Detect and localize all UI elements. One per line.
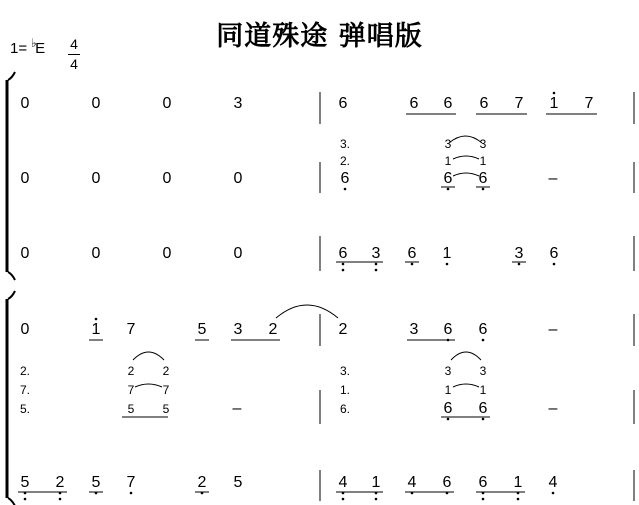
- note: 6: [340, 170, 350, 187]
- octave-dot-up: [95, 318, 98, 321]
- note: 2: [338, 321, 348, 338]
- octave-dot-down: [411, 263, 414, 266]
- octave-dot-down: [482, 188, 485, 191]
- note: 3: [514, 245, 524, 262]
- chord-note: 7: [127, 383, 135, 397]
- note: 5: [20, 474, 30, 491]
- chord-note: 3: [479, 137, 487, 151]
- chord-note: 2.: [19, 364, 31, 378]
- bracket-hook-bottom: [8, 272, 15, 280]
- key-name: E: [35, 40, 46, 57]
- octave-dot-down: [552, 492, 555, 495]
- note: 0: [20, 245, 30, 262]
- tie-slur: [449, 136, 482, 143]
- note: 0: [20, 170, 30, 187]
- note: 0: [20, 321, 30, 338]
- note: 0: [162, 95, 172, 112]
- note: 2: [55, 474, 65, 491]
- octave-dot-down: [482, 498, 485, 501]
- tie-slur: [453, 384, 479, 387]
- note: –: [548, 321, 558, 338]
- chord-note: 5.: [19, 402, 31, 416]
- octave-dot-down: [518, 263, 521, 266]
- tie-slur: [453, 173, 479, 176]
- chord-note: 6.: [339, 402, 351, 416]
- chord-note: 3: [444, 364, 452, 378]
- octave-dot-down: [130, 492, 133, 495]
- octave-dot-down: [375, 269, 378, 272]
- octave-dot-down: [59, 498, 62, 501]
- note: –: [548, 400, 558, 417]
- octave-dot-down: [447, 188, 450, 191]
- chord-note: 2: [162, 364, 170, 378]
- note: 4: [548, 474, 558, 491]
- chord-note: 3: [444, 137, 452, 151]
- note: 6: [409, 95, 419, 112]
- chord-note: 1: [444, 154, 452, 168]
- note: 6: [338, 245, 348, 262]
- octave-dot-down: [342, 263, 345, 266]
- note: 0: [162, 245, 172, 262]
- tie-slur: [451, 352, 481, 360]
- note: 5: [197, 321, 207, 338]
- note: 6: [443, 321, 453, 338]
- note: 6: [338, 95, 348, 112]
- note: 0: [91, 95, 101, 112]
- time-signature-bottom: 4: [70, 56, 78, 72]
- flat-sign: ♭: [31, 36, 37, 50]
- note: 3: [233, 321, 243, 338]
- bracket-hook-top: [8, 72, 15, 80]
- note: 3: [233, 95, 243, 112]
- note: 3: [371, 245, 381, 262]
- chord-note: 5: [162, 402, 170, 416]
- tie-slur: [276, 305, 338, 318]
- chord-note: 3: [479, 364, 487, 378]
- note: 6: [479, 95, 489, 112]
- octave-dot-down: [24, 498, 27, 501]
- chord-note: 3.: [339, 137, 351, 151]
- note: 1: [513, 474, 523, 491]
- chord-note: 7: [162, 383, 170, 397]
- tie-slur: [135, 384, 162, 387]
- chord-note: 2: [127, 364, 135, 378]
- bracket-hook-top: [8, 291, 15, 299]
- note: 6: [407, 245, 417, 262]
- chord-note: 5: [127, 402, 135, 416]
- note: 6: [442, 474, 452, 491]
- note: 0: [233, 170, 243, 187]
- note: 5: [91, 474, 101, 491]
- octave-dot-down: [553, 263, 556, 266]
- note: 1: [442, 245, 452, 262]
- note: 4: [338, 474, 348, 491]
- note: 6: [443, 95, 453, 112]
- note: 1: [549, 95, 559, 112]
- chord-note: 2.: [339, 154, 351, 168]
- chord-note: 1: [479, 154, 487, 168]
- note: 1: [371, 474, 381, 491]
- note: –: [548, 170, 558, 187]
- octave-dot-down: [482, 339, 485, 342]
- note: 6: [443, 170, 453, 187]
- tie-slur: [453, 156, 479, 159]
- note: 6: [478, 400, 488, 417]
- note: 0: [233, 245, 243, 262]
- note: 1: [91, 321, 101, 338]
- chord-note: 1.: [339, 383, 351, 397]
- note: 6: [478, 321, 488, 338]
- time-signature-top: 4: [70, 36, 78, 52]
- chord-note: 3.: [339, 364, 351, 378]
- note: 0: [20, 95, 30, 112]
- note: 0: [162, 170, 172, 187]
- chord-note: 1: [479, 383, 487, 397]
- note: 0: [91, 170, 101, 187]
- note: 0: [91, 245, 101, 262]
- tie-slur: [133, 352, 164, 360]
- note: 6: [443, 400, 453, 417]
- octave-dot-down: [375, 498, 378, 501]
- octave-dot-down: [517, 498, 520, 501]
- note: 7: [126, 474, 136, 491]
- octave-dot-down: [342, 498, 345, 501]
- note: 7: [584, 95, 594, 112]
- octave-dot-down: [342, 269, 345, 272]
- key-prefix: 1=: [10, 40, 28, 57]
- note: 7: [514, 95, 524, 112]
- note: 4: [407, 474, 417, 491]
- chord-note: 7.: [19, 383, 31, 397]
- octave-dot-down: [482, 418, 485, 421]
- note: 3: [409, 321, 419, 338]
- bracket-hook-bottom: [8, 498, 15, 505]
- note: 2: [268, 321, 278, 338]
- note: 6: [478, 474, 488, 491]
- chord-note: 1: [444, 383, 452, 397]
- note: –: [232, 400, 242, 417]
- note: 7: [126, 321, 136, 338]
- note: 2: [197, 474, 207, 491]
- note: 5: [233, 474, 243, 491]
- octave-dot-down: [344, 188, 347, 191]
- note: 6: [478, 170, 488, 187]
- octave-dot-down: [447, 418, 450, 421]
- octave-dot-down: [375, 263, 378, 266]
- octave-dot-up: [553, 92, 556, 95]
- score-title: 同道殊途 弹唱版: [216, 21, 423, 52]
- note: 6: [549, 245, 559, 262]
- octave-dot-down: [446, 263, 449, 266]
